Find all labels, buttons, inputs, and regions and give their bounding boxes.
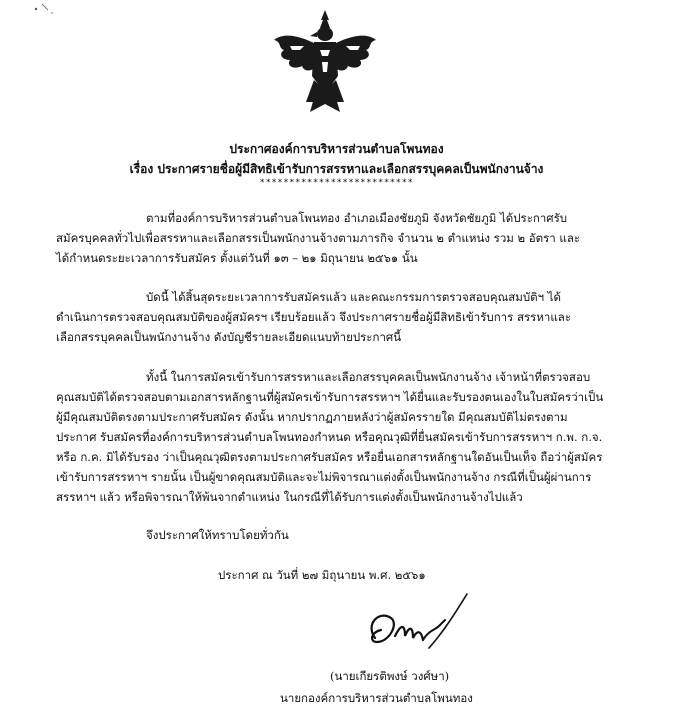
paragraph-line: ผู้มีคุณสมบัติตรงตามประกาศรับสมัคร ดังนั้น หากปรากฏภายหลังว่าผู้สมัครรายใด มีคุณสมบัติไม่ตรงตาม [56,410,568,424]
org-title: ประกาศองค์การบริหารส่วนตำบลโพนทอง [229,142,444,156]
paragraph-line: ตามที่องค์การบริหารส่วนตำบลโพนทอง อำเภอเมืองชัยภูมิ จังหวัดชัยภูมิ ได้ประกาศรับ [146,211,568,225]
paragraph-line: ดำเนินการตรวจสอบคุณสมบัติของผู้สมัครฯ เรียบร้อยแล้ว จึงประกาศรายชื่อผู้มีสิทธิเข้ารับการ สรรหาและ [56,310,571,324]
divider-stars: ************************** [259,178,414,188]
paragraph-line: หรือ ก.ค. มิได้รับรอง ว่าเป็นคุณวุฒิตรงตามประกาศรับสมัคร หรือยื่นเอกสารหลักฐานใดอันเป็นเท็จ ถือว่าผู้สมัคร [56,450,603,464]
paragraph-line: บัดนี้ ได้สิ้นสุดระยะเวลาการรับสมัครแล้ว และคณะกรรมการตรวจสอบคุณสมบัติฯ ได้ [146,290,562,304]
paragraph-line: สมัครบุคคลทั่วไปเพื่อสรรหาและเลือกสรรเป็นพนักงานจ้างตามภารกิจ จำนวน ๒ ตำแหน่ง รวม ๒ อัตรา และ [56,231,581,245]
scan-mark [28,0,58,20]
paragraph-line: ประกาศ รับสมัครที่องค์การบริหารส่วนตำบลโพนทองกำหนด หรือคุณวุฒิที่ยื่นสมัครเข้ารับการสรรหาฯ ก.พ. ก.จ. [56,430,603,444]
paragraph-line: ได้กำหนดระยะเวลาการรับสมัคร ตั้งแต่วันที่ ๑๓ – ๒๑ มิถุนายน ๒๕๖๑ นั้น [56,251,418,265]
signer-name: (นายเกียรติพงษ์ วงศ์ษา) [330,669,450,683]
paragraph-line: เข้ารับการสรรหาฯ รายนั้น เป็นผู้ขาดคุณสมบัติและจะไม่พิจารณาแต่งตั้งเป็นพนักงานจ้าง กรณีที่เป็นผู้ผ่านการ [56,470,592,484]
subject-line: เรื่อง ประกาศรายชื่อผู้มีสิทธิเข้ารับการสรรหาและเลือกสรรบุคคลเป็นพนักงานจ้าง [129,162,544,176]
signer-title: นายกองค์การบริหารส่วนตำบลโพนทอง [280,691,473,705]
paragraph-line: ทั้งนี้ ในการสมัครเข้ารับการสรรหาและเลือกสรรบุคคลเป็นพนักงานจ้าง เจ้าหน้าที่ตรวจสอบ [146,370,591,384]
paragraph-line: สรรหาฯ แล้ว หรือพิจารณาให้พ้นจากตำแหน่ง ในกรณีที่ได้รับการแต่งตั้งเป็นพนักงานจ้างไปแล้ว [56,490,523,504]
paragraph-line: เลือกสรรบุคคลเป็นพนักงานจ้าง ดังบัญชีรายละเอียดแนบท้ายประกาศนี้ [56,330,402,344]
paragraph-line: คุณสมบัติได้ตรวจสอบตามเอกสารหลักฐานที่ผู้สมัครเข้ารับการสรรหาฯ ได้ยื่นและรับรองตนเองในใบสมัครว่าเป็น [56,390,604,404]
signature [355,590,475,660]
closing-line: จึงประกาศให้ทราบโดยทั่วกัน [146,528,289,542]
garuda-emblem-icon [270,6,380,118]
announce-date: ประกาศ ณ วันที่ ๒๗ มิถุนายน พ.ศ. ๒๕๖๑ [218,568,426,582]
